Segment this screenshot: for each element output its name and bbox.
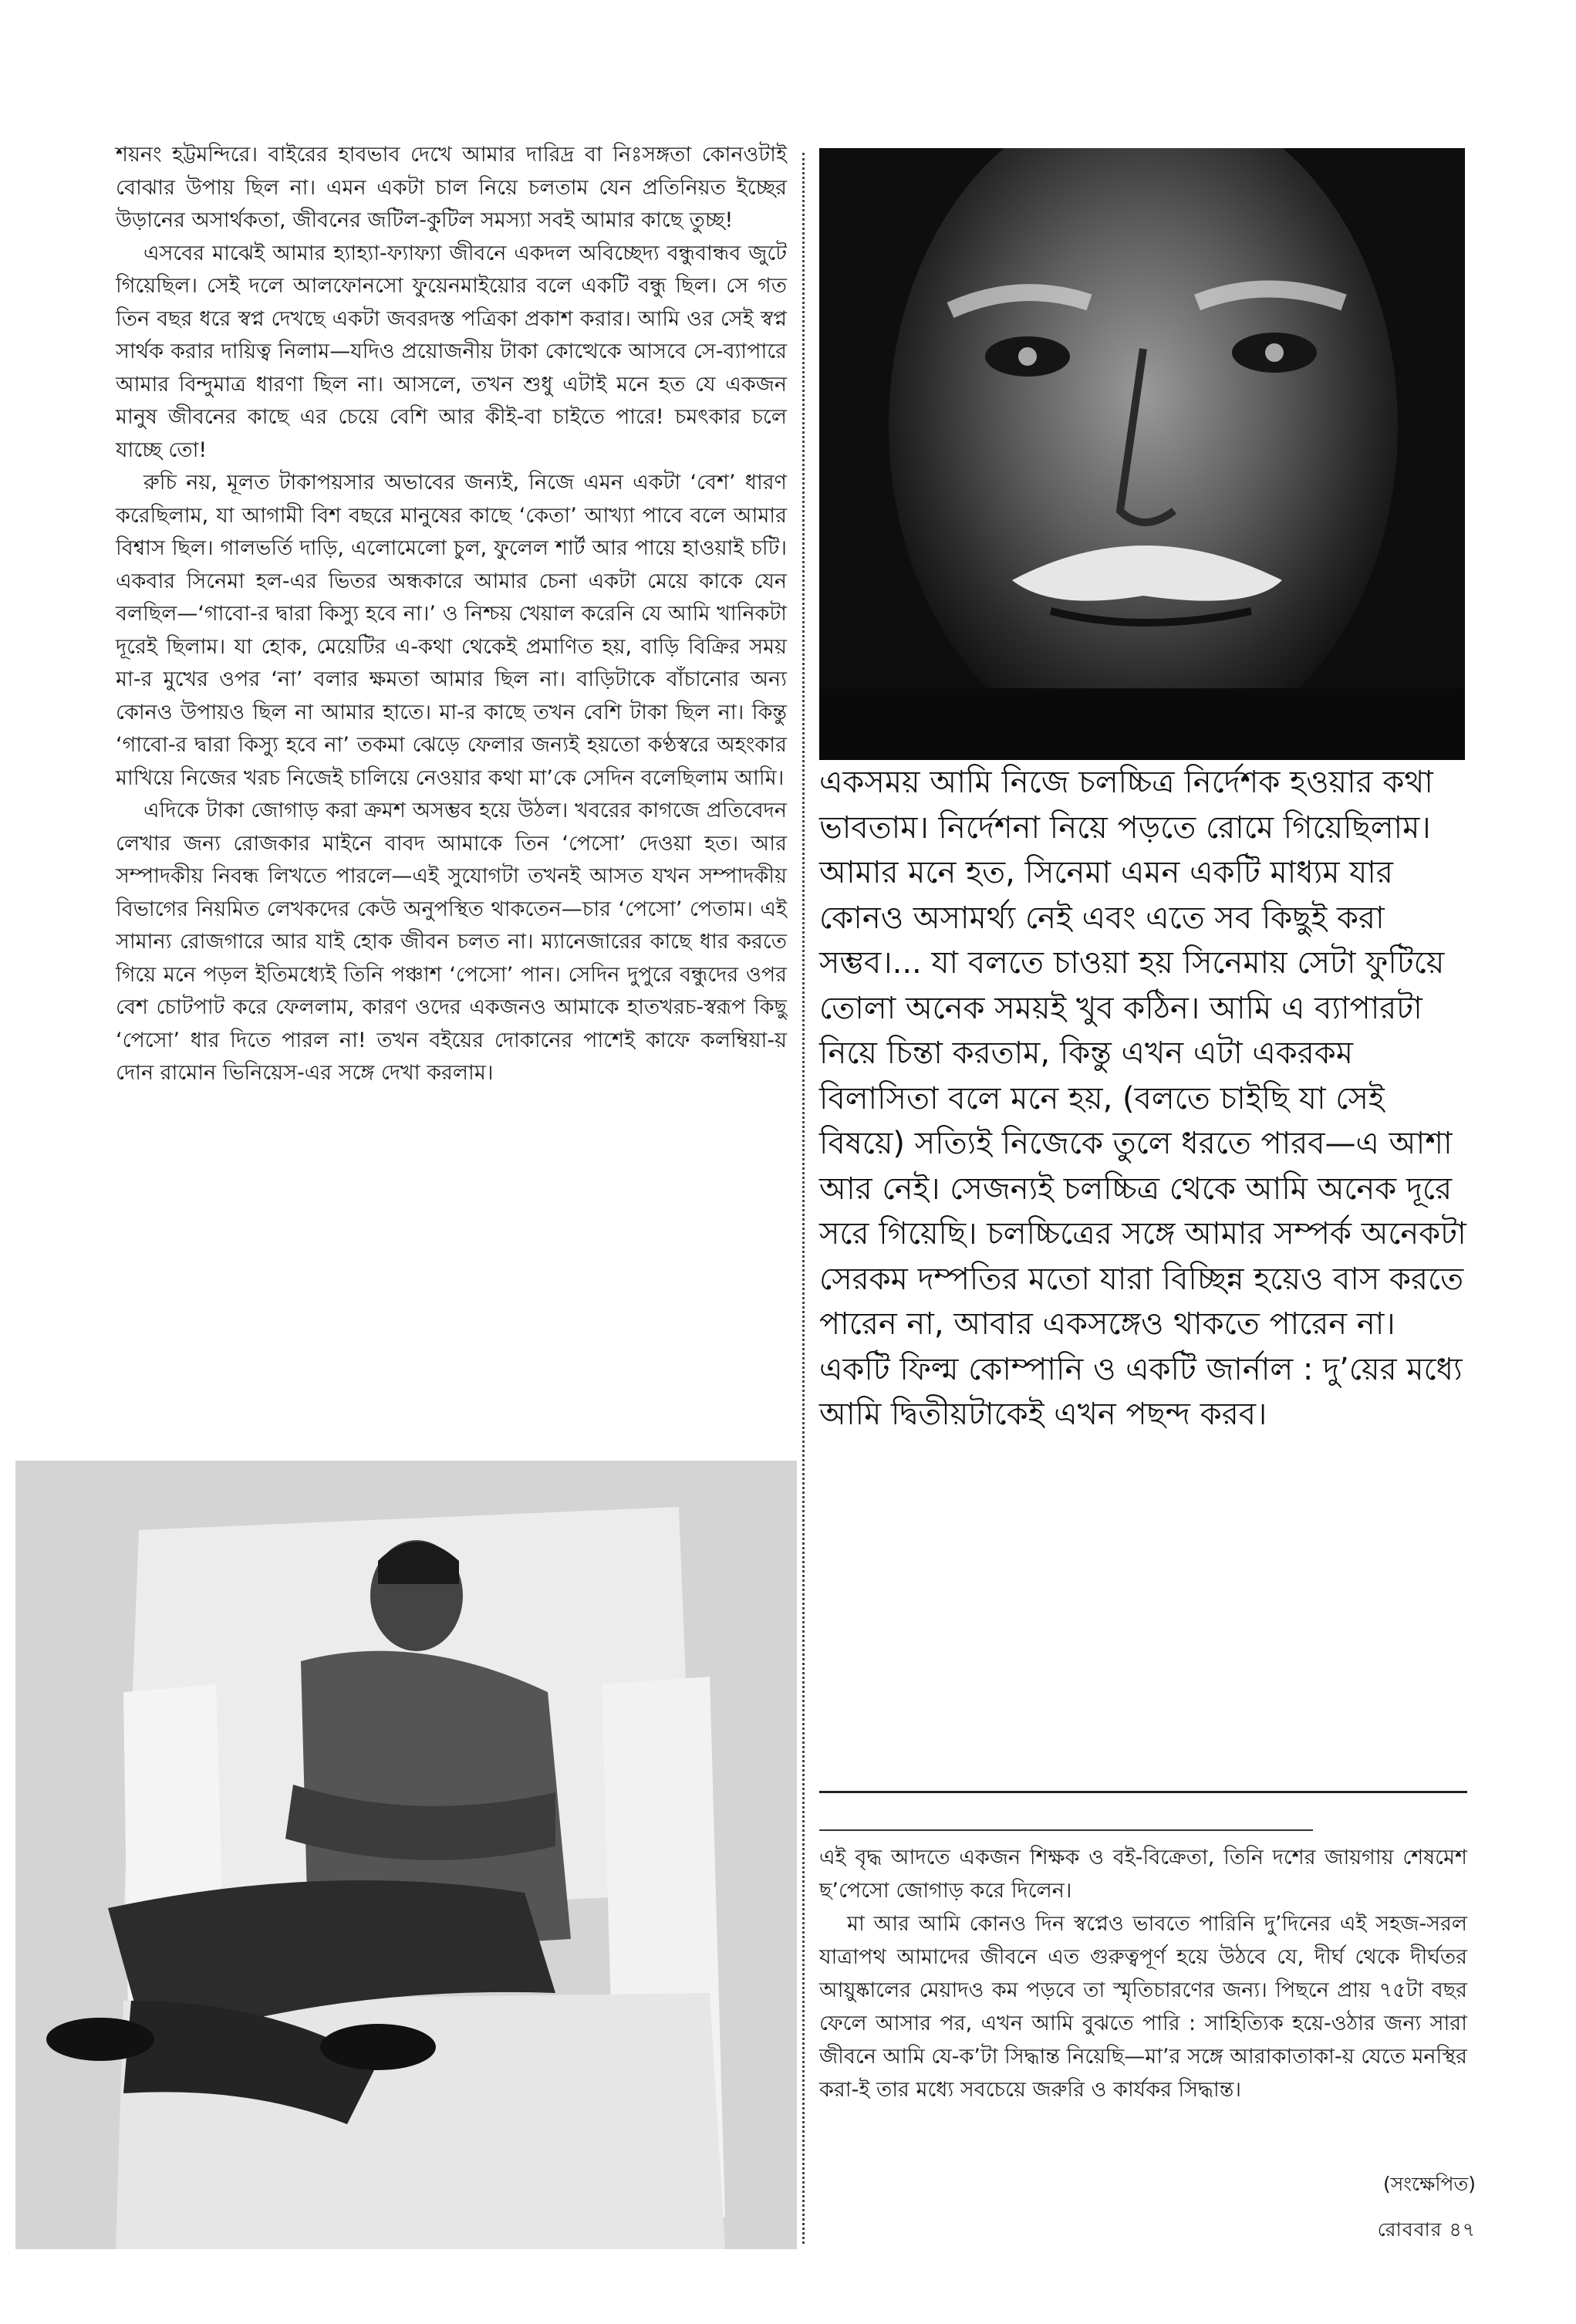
- magazine-name: রোববার: [1377, 2218, 1443, 2241]
- article-column-right: [819, 1841, 1467, 2106]
- article-paragraph: এসবের মাঝেই আমার হ্যাহ্যা-ফ্যাফ্যা জীবনে একদল অবিচ্ছেদ্য বন্ধুবান্ধব জুটে গিয়েছিল। সেই দলে আলফোনসো ফুয়েনমাইয়োর বলে একটি বন্ধু ছিল। সে গত তিন বছর ধরে স্বপ্ন দেখছে একটা জবরদস্ত পত্রিকা প্রকাশ করার। আমি ওর সেই স্বপ্ন সার্থক করার দায়িত্ব নিলাম—যদিও প্রয়োজনীয় টাকা কোত্থেকে আসবে সে-ব্যাপারে আমার বিন্দুমাত্র ধারণা ছিল না। আসলে, তখন শুধু এটাই মনে হত যে একজন মানুষ জীবনের কাছে এর চেয়ে বেশি আর কীই-বা চাইতে পারে! চমৎকার চলে যাচ্ছে তো!: [116, 241, 787, 462]
- pull-quote-rule: [819, 1791, 1467, 1793]
- article-paragraph: শয়নং হট্টমন্দিরে। বাইরের হাবভাব দেখে আমার দারিদ্র বা নিঃসঙ্গতা কোনওটাই বোঝার উপায় ছিল না। এমন একটা চাল নিয়ে চলতাম যেন প্রতিনিয়ত ইচ্ছের উড়ানের অসার্থকতা, জীবনের জটিল-কুটিল সমস্যা সবই আমার কাছে তুচ্ছ!: [116, 143, 787, 232]
- abridged-note: (সংক্ষেপিত): [1383, 2173, 1476, 2195]
- section-rule: [819, 1829, 1313, 1831]
- article-paragraph: এই বৃদ্ধ আদতে একজন শিক্ষক ও বই-বিক্রেতা, তিনি দশের জায়গায় শেষমেশ ছ’পেসো জোগাড় করে দিলেন।: [819, 1846, 1467, 1903]
- article-column-left: [116, 139, 787, 1090]
- article-paragraph: এদিকে টাকা জোগাড় করা ক্রমশ অসম্ভব হয়ে উঠল। খবরের কাগজে প্রতিবেদন লেখার জন্য রোজকার মাইনে বাবদ আমাকে তিন ‘পেসো’ দেওয়া হত। আর সম্পাদকীয় নিবন্ধ লিখতে পারলে—এই সুযোগটা তখনই আসত যখন সম্পাদকীয় বিভাগের নিয়মিত লেখকদের কেউ অনুপস্থিত থাকতেন—চার ‘পেসো’ পেতাম। এই সামান্য রোজগারে আর যাই হোক জীবন চলত না। ম্যানেজারের কাছে ধার করতে গিয়ে মনে পড়ল ইতিমধ্যেই তিনি পঞ্চাশ ‘পেসো’ পান। সেদিন দুপুরে বন্ধুদের ওপর বেশ চোটপাট করে ফেললাম, কারণ ওদের একজনও আমাকে হাতখরচ-স্বরূপ কিছু ‘পেসো’ ধার দিতে পারল না! তখন বইয়ের দোকানের পাশেই কাফে কলম্বিয়া-য় দোন রামোন ভিনিয়েস-এর সঙ্গে দেখা করলাম।: [116, 799, 787, 1085]
- pull-quote: একসময় আমি নিজে চলচ্চিত্র নির্দেশক হওয়ার কথা ভাবতাম। নির্দেশনা নিয়ে পড়তে রোমে গিয়েছিলাম। আমার মনে হত, সিনেমা এমন একটি মাধ্যম যার কোনও অসামর্থ্য নেই এবং এতে সব কিছুই করা সম্ভব।... যা বলতে চাওয়া হয় সিনেমায় সেটা ফুটিয়ে তোলা অনেক সময়ই খুব কঠিন। আমি এ ব্যাপারটা নিয়ে চিন্তা করতাম, কিন্তু এখন এটা একরকম বিলাসিতা বলে মনে হয়, (বলতে চাইছি যা সেই বিষয়ে) সত্যিই নিজেকে তুলে ধরতে পারব—এ আশা আর নেই। সেজন্যই চলচ্চিত্র থেকে আমি অনেক দূরে সরে গিয়েছি। চলচ্চিত্রের সঙ্গে আমার সম্পর্ক অনেকটা সেরকম দম্পতির মতো যারা বিচ্ছিন্ন হয়েও বাস করতে পারেন না, আবার একসঙ্গেও থাকতে পারেন না। একটি ফিল্ম কোম্পানি ও একটি জার্নাল : দু’য়ের মধ্যে আমি দ্বিতীয়টাকেই এখন পছন্দ করব।: [819, 765, 1466, 1432]
- portrait-photo: [819, 148, 1465, 760]
- page-footer: [1378, 2214, 1476, 2248]
- column-divider: [802, 153, 805, 2244]
- article-paragraph: মা আর আমি কোনও দিন স্বপ্নেও ভাবতে পারিনি দু’দিনের এই সহজ-সরল যাত্রাপথ আমাদের জীবনে এত গুরুত্বপূর্ণ হয়ে উঠবে যে, দীর্ঘ থেকে দীর্ঘতর আয়ুষ্কালের মেয়াদও কম পড়বে তা স্মৃতিচারণের জন্য। পিছনে প্রায় ৭৫টা বছর ফেলে আসার পর, এখন আমি বুঝতে পারি : সাহিত্যিক হয়ে-ওঠার জন্য সারা জীবনে আমি যে-ক’টা সিদ্ধান্ত নিয়েছি—মা’র সঙ্গে আরাকাতাকা-য় যেতে মনস্থির করা-ই তার মধ্যে সবচেয়ে জরুরি ও কার্যকর সিদ্ধান্ত।: [819, 1912, 1467, 2102]
- page-number: ৪৭: [1449, 2218, 1476, 2241]
- seated-man-photo: [15, 1461, 797, 2249]
- article-paragraph: রুচি নয়, মূলত টাকাপয়সার অভাবের জন্যই, নিজে এমন একটা ‘বেশ’ ধারণ করেছিলাম, যা আগামী বিশ বছরে মানুষের কাছে ‘কেতা’ আখ্যা পাবে বলে আমার বিশ্বাস ছিল। গালভর্তি দাড়ি, এলোমেলো চুল, ফুলেল শার্ট আর পায়ে হাওয়াই চটি। একবার সিনেমা হল-এর ভিতর অন্ধকারে আমার চেনা একটা মেয়ে কাকে যেন বলছিল—‘গাবো-র দ্বারা কিস্যু হবে না।’ ও নিশ্চয় খেয়াল করেনি যে আমি খানিকটা দূরেই ছিলাম। যা হোক, মেয়েটির এ-কথা থেকেই প্রমাণিত হয়, বাড়ি বিক্রির সময় মা-র মুখের ওপর ‘না’ বলার ক্ষমতা আমার ছিল না। বাড়িটাকে বাঁচানোর অন্য কোনও উপায়ও ছিল না আমার হাতে। মা-র কাছে তখন বেশি টাকা ছিল না। কিন্তু ‘গাবো-র দ্বারা কিস্যু হবে না’ তকমা ঝেড়ে ফেলার জন্যই হয়তো কণ্ঠস্বরে অহংকার মাখিয়ে নিজের খরচ নিজেই চালিয়ে নেওয়ার কথা মা’কে সেদিন বলেছিলাম আমি।: [116, 471, 787, 790]
